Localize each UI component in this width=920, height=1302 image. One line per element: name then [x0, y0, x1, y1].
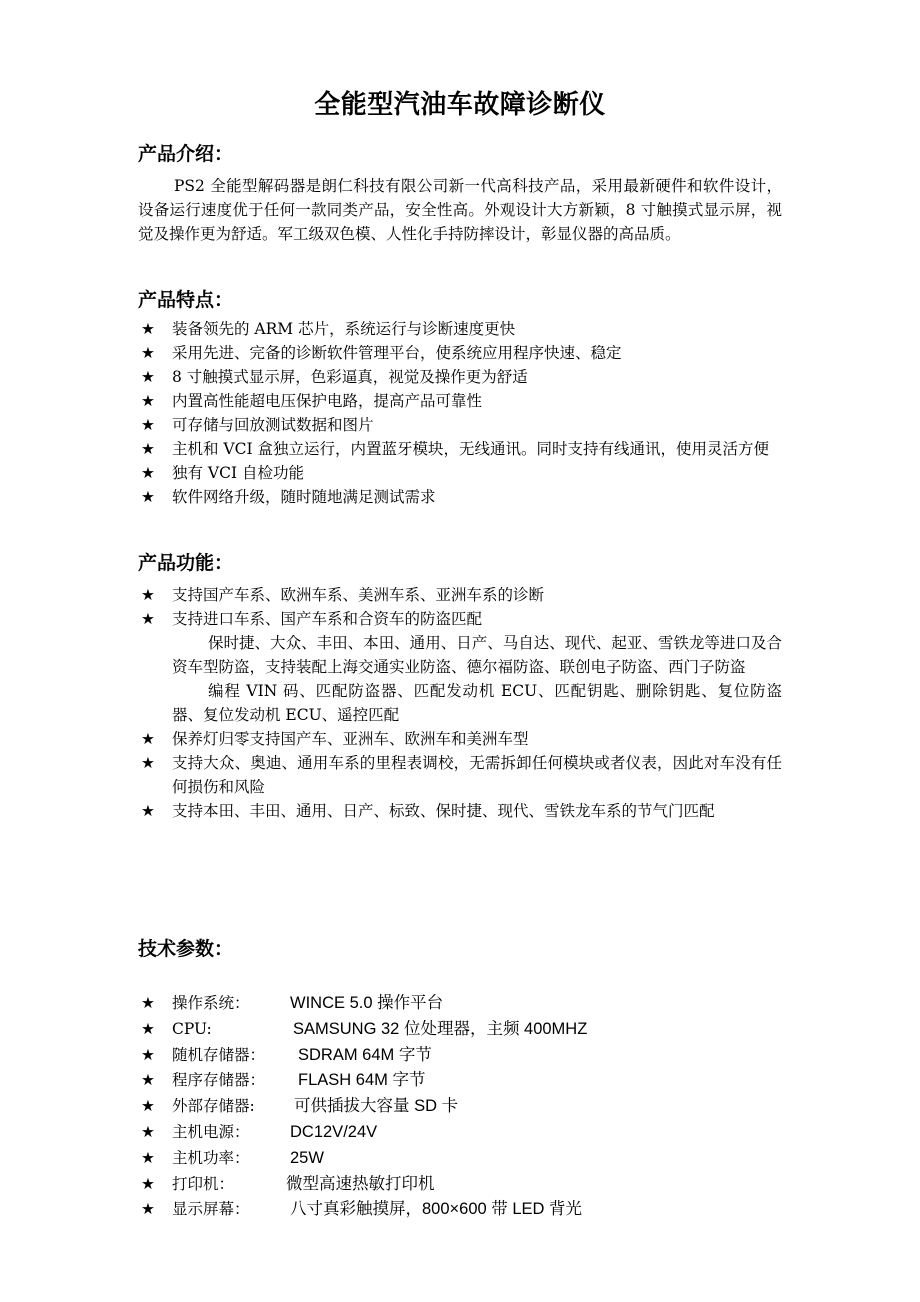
features-list: [138, 317, 782, 509]
list-item: [138, 389, 782, 413]
star-bullet-icon: ★: [141, 1200, 155, 1219]
spec-row: [138, 1197, 782, 1223]
features-heading: 产品特点：: [138, 289, 234, 311]
list-item: [138, 341, 782, 365]
spec-label: 程序存储器：: [172, 1071, 266, 1090]
spec-row: [138, 1146, 782, 1172]
list-item: [138, 413, 782, 437]
star-bullet-icon: ★: [141, 488, 155, 506]
spec-row: [138, 1172, 782, 1198]
spec-label: 显示屏幕：: [172, 1200, 250, 1219]
list-item: [138, 437, 782, 461]
star-bullet-icon: ★: [141, 1071, 155, 1090]
list-item-text: 支持本田、丰田、通用、日产、标致、保时捷、现代、雪铁龙车系的节气门匹配: [172, 802, 715, 820]
list-item-text: 支持国产车系、欧洲车系、美洲车系、亚洲车系的诊断: [172, 586, 545, 604]
specs-list: [138, 991, 782, 1223]
star-bullet-icon: ★: [141, 464, 155, 482]
list-item: [138, 365, 782, 389]
star-bullet-icon: ★: [141, 320, 155, 338]
list-item-text: 软件网络升级，随时随地满足测试需求: [172, 488, 436, 506]
star-bullet-icon: ★: [141, 802, 155, 820]
spec-row: [138, 1017, 782, 1043]
spec-value: WINCE 5.0 操作平台: [290, 994, 444, 1012]
list-item: [138, 727, 782, 751]
star-bullet-icon: ★: [141, 1148, 155, 1167]
star-bullet-icon: ★: [141, 586, 155, 604]
spec-row: [138, 1043, 782, 1069]
list-item-text: 内置高性能超电压保护电路，提高产品可靠性: [172, 392, 483, 410]
list-item: [138, 583, 782, 607]
list-item: [138, 751, 782, 799]
spec-label: 操作系统：: [172, 994, 250, 1012]
list-item: [138, 317, 782, 341]
star-bullet-icon: ★: [141, 754, 155, 772]
anti-theft-operations-paragraph: 编程 VIN 码、匹配防盗器、匹配发动机 ECU、匹配钥匙、删除钥匙、复位防盗器、复位发动机 ECU、遥控匹配: [172, 682, 782, 724]
star-bullet-icon: ★: [141, 392, 155, 410]
document-title: 全能型汽油车故障诊断仪: [314, 90, 606, 120]
spec-row: [138, 1068, 782, 1094]
spec-value: FLASH 64M 字节: [298, 1071, 426, 1090]
spec-value: 可供插拔大容量 SD 卡: [294, 1097, 459, 1116]
star-bullet-icon: ★: [141, 1019, 155, 1038]
specs-heading: 技术参数：: [138, 938, 234, 960]
spec-row: [138, 1094, 782, 1120]
spec-label: 随机存储器：: [172, 1045, 266, 1064]
star-bullet-icon: ★: [141, 368, 155, 386]
star-bullet-icon: ★: [141, 1045, 155, 1064]
intro-heading: 产品介绍：: [138, 143, 234, 165]
star-bullet-icon: ★: [141, 416, 155, 434]
list-item: [138, 799, 782, 823]
anti-theft-brands-paragraph: 保时捷、大众、丰田、本田、通用、日产、马自达、现代、起亚、雪铁龙等进口及合资车型防盗，支持装配上海交通实业防盗、德尔福防盗、联创电子防盗、西门子防盗: [172, 634, 782, 676]
spec-value: 微型高速热敏打印机: [286, 1174, 435, 1193]
spec-value: 八寸真彩触摸屏，800×600 带 LED 背光: [290, 1200, 583, 1219]
star-bullet-icon: ★: [141, 730, 155, 748]
list-item-text: 保养灯归零支持国产车、亚洲车、欧洲车和美洲车型: [172, 730, 529, 748]
list-item: [138, 607, 782, 631]
spec-value: 25W: [290, 1148, 324, 1167]
functions-heading: 产品功能：: [138, 552, 234, 574]
spec-value: DC12V/24V: [290, 1122, 378, 1141]
list-item-text: 可存储与回放测试数据和图片: [172, 416, 374, 434]
spec-label: 主机功率：: [172, 1148, 250, 1167]
star-bullet-icon: ★: [141, 1097, 155, 1116]
spec-label: 外部存储器:: [172, 1097, 255, 1116]
list-item: [138, 461, 782, 485]
spec-value: SAMSUNG 32 位处理器，主频 400MHZ: [293, 1019, 588, 1038]
star-bullet-icon: ★: [141, 994, 155, 1012]
list-item-text: 采用先进、完备的诊断软件管理平台，使系统应用程序快速、稳定: [172, 344, 622, 362]
star-bullet-icon: ★: [141, 1174, 155, 1193]
list-item-text: 8 寸触摸式显示屏，色彩逼真，视觉及操作更为舒适: [172, 368, 528, 386]
spec-label: 打印机：: [172, 1174, 235, 1193]
list-item-text: 支持大众、奥迪、通用车系的里程表调校，无需拆卸任何模块或者仪表，因此对车没有任何损伤和风险: [172, 754, 782, 796]
intro-paragraph: PS2 全能型解码器是朗仁科技有限公司新一代高科技产品，采用最新硬件和软件设计，设备运行速度优于任何一款同类产品，安全性高。外观设计大方新颖，8 寸触摸式显示屏，视觉及操作更为舒适。军工级双色模、人性化手持防摔设计，彰显仪器的高品质。: [138, 177, 782, 243]
list-item-text: 装备领先的 ARM 芯片，系统运行与诊断速度更快: [172, 320, 516, 338]
spec-row: [138, 991, 782, 1017]
list-item-text: 支持进口车系、国产车系和合资车的防盗匹配: [172, 610, 483, 628]
list-item: [138, 485, 782, 509]
spec-value: SDRAM 64M 字节: [298, 1045, 432, 1064]
list-item-text: 主机和 VCI 盒独立运行，内置蓝牙模块，无线通讯。同时支持有线通讯，使用灵活方便: [172, 440, 770, 458]
star-bullet-icon: ★: [141, 610, 155, 628]
spec-label: 主机电源：: [172, 1122, 250, 1141]
functions-list: [138, 583, 782, 823]
star-bullet-icon: ★: [141, 440, 155, 458]
list-item-text: 独有 VCI 自检功能: [172, 464, 305, 482]
spec-row: [138, 1120, 782, 1146]
star-bullet-icon: ★: [141, 1122, 155, 1141]
star-bullet-icon: ★: [141, 344, 155, 362]
spec-label: CPU:: [172, 1019, 212, 1038]
